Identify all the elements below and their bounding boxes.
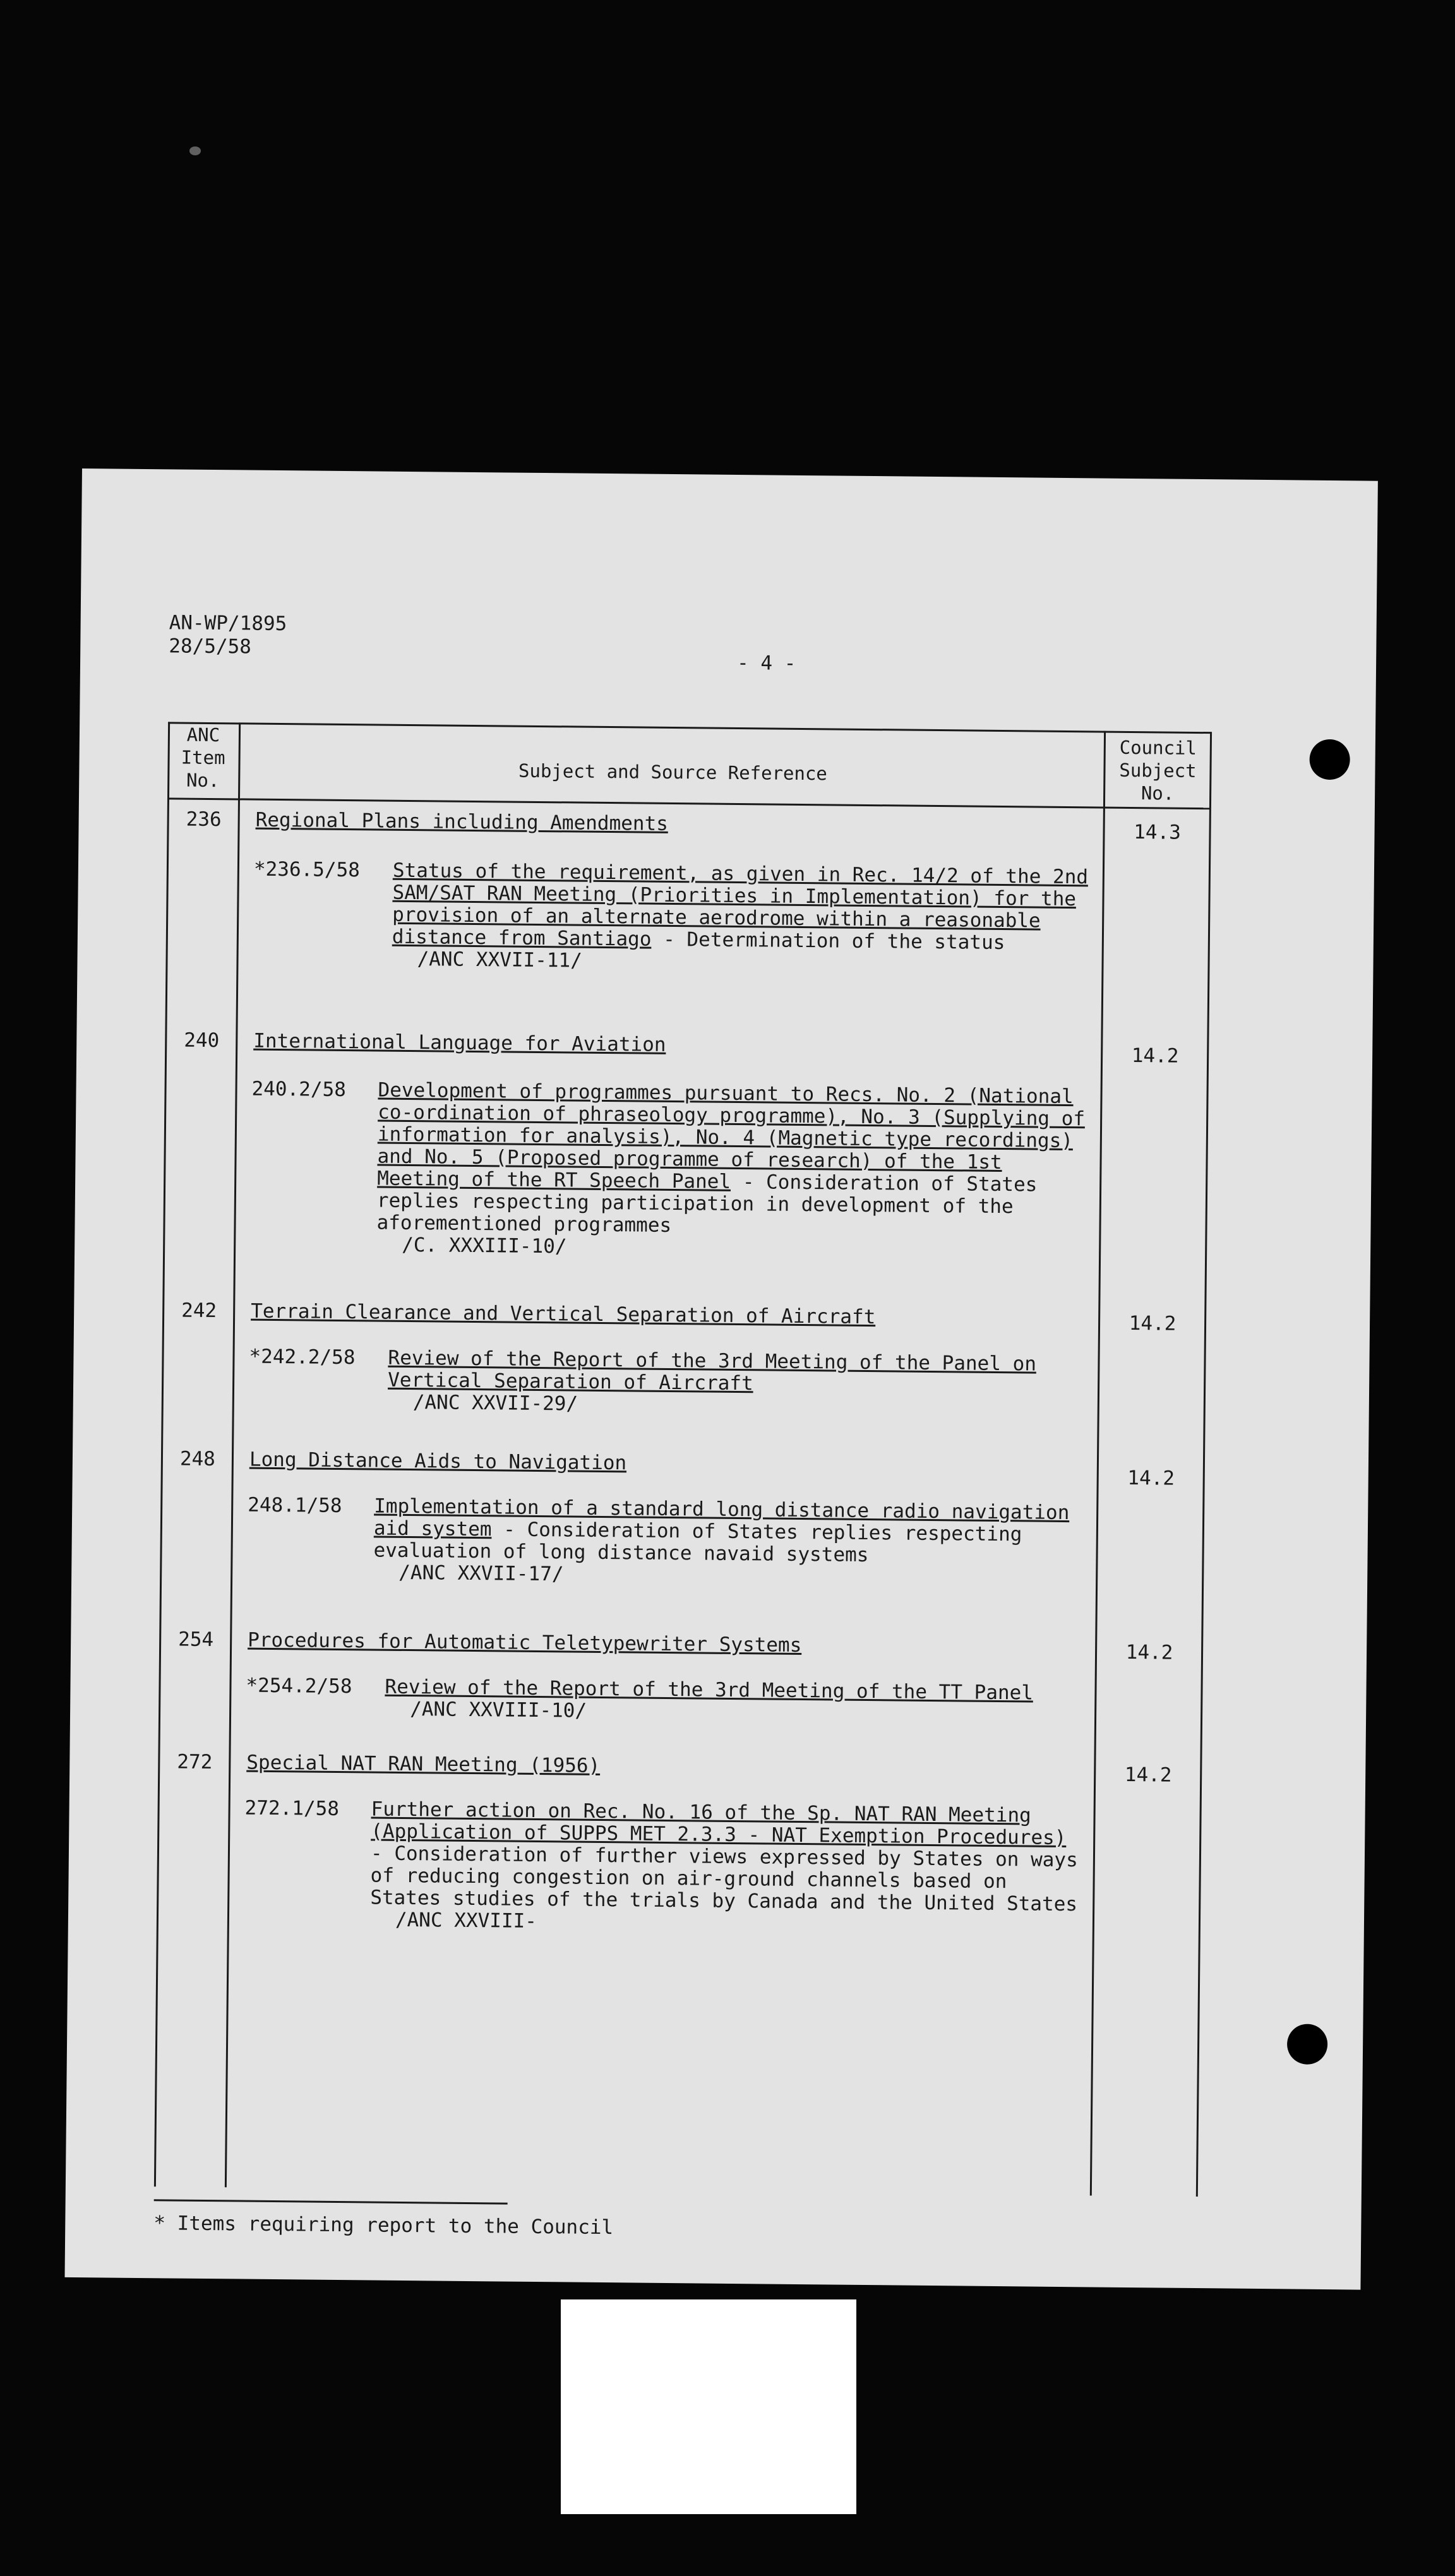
sub-item-subject: Implementation of a standard long distance radio navigation aid system	[373, 1494, 1070, 1541]
anc-item-number: 272	[177, 1750, 213, 1774]
sub-item-number: *254.2/58	[246, 1674, 352, 1698]
footnote-rule	[154, 2199, 508, 2204]
sub-item-description: - Consideration of States replies respecting evaluation of long distance navaid systems	[373, 1518, 1022, 1567]
anc-item-number: 242	[181, 1299, 217, 1323]
sub-item-description: - Consideration of further views expressed by States on ways of reducing congestion on air-ground channels based on States studies of the trials by Canada and the United States	[370, 1842, 1078, 1916]
table-header-rule	[167, 797, 1211, 809]
sub-item-subject: Further action on Rec. No. 16 of the Sp. NAT RAN Meeting (Application of SUPPS MET 2.3.3 - NAT Exemption Procedures)	[371, 1798, 1067, 1850]
col-header-subject: Subject and Source Reference	[518, 760, 828, 785]
council-subject-number: 14.2	[1125, 1640, 1173, 1664]
page-number: - 4 -	[736, 651, 796, 675]
sub-item	[244, 1796, 1087, 1933]
document-page	[64, 468, 1377, 2290]
punch-hole-bottom	[1287, 2024, 1328, 2065]
items-table	[154, 722, 1211, 2197]
table-top-rule	[168, 722, 1211, 734]
source-reference: /ANC XXVIII-	[395, 1908, 537, 1933]
sub-item-number: 240.2/58	[251, 1077, 347, 1102]
sub-item-description: - Consideration of States replies respecting participation in development of the aforementioned programmes	[376, 1171, 1038, 1237]
document-ref-number: AN-WP/1895	[169, 611, 287, 636]
council-subject-number: 14.2	[1124, 1763, 1172, 1787]
sub-item	[248, 1493, 1090, 1586]
sub-item	[253, 857, 1096, 972]
table-row	[162, 1299, 1206, 1416]
anc-item-number: 254	[178, 1628, 214, 1652]
sub-item-description: - Determination of the status	[662, 927, 1005, 955]
item-title: Regional Plans including Amendments	[255, 808, 669, 835]
sub-item	[251, 1077, 1094, 1258]
sub-item-subject: Status of the requirement, as given in Rec. 14/2 of the 2nd SAM/SAT RAN Meeting (Priorities in Implementation) for the provision of an alternate aerodrome within a reasonable distance from Santiago	[392, 859, 1089, 951]
item-title: Special NAT RAN Meeting (1956)	[246, 1751, 601, 1777]
council-subject-number: 14.2	[1127, 1466, 1175, 1490]
source-reference: /ANC XXVII-17/	[398, 1561, 564, 1586]
item-title: Procedures for Automatic Teletypewriter Systems	[248, 1628, 802, 1657]
document-date: 28/5/58	[169, 635, 252, 659]
council-subject-number: 14.3	[1134, 821, 1182, 844]
footnote: * Items requiring report to the Council	[153, 2212, 614, 2239]
col-header-council-subject: Council Subject No.	[1119, 736, 1197, 804]
table-row	[161, 1447, 1204, 1586]
document-header	[169, 611, 287, 659]
sub-item-number: 248.1/58	[248, 1493, 342, 1518]
source-reference: /ANC XXVIII-10/	[409, 1698, 587, 1722]
table-row	[167, 808, 1211, 972]
sub-item-number: *236.5/58	[253, 857, 361, 882]
source-reference: /C. XXXIII-10/	[402, 1233, 567, 1258]
sub-item-subject: Review of the Report of the 3rd Meeting of the TT Panel	[385, 1675, 1034, 1705]
sub-item-subject: Review of the Report of the 3rd Meeting of the Panel on Vertical Separation of Aircraft	[387, 1346, 1037, 1395]
table-row	[165, 1029, 1208, 1258]
item-title: Long Distance Aids to Navigation	[249, 1448, 627, 1475]
film-speck	[189, 146, 201, 155]
council-subject-number: 14.2	[1131, 1044, 1179, 1068]
anc-item-number: 236	[186, 808, 222, 832]
punch-hole-top	[1309, 739, 1350, 780]
table-row	[159, 1628, 1202, 1722]
blank-target-card	[561, 2299, 856, 2514]
sub-item-subject: Development of programmes pursuant to Recs. No. 2 (National co-ordination of phraseology programme), No. 3 (Supplying of information for analysis), No. 4 (Magnetic type recordings) and No. 5 (Proposed programme of research) of the 1st Meeting of the RT Speech Panel	[377, 1078, 1086, 1193]
sub-item-number: *242.2/58	[249, 1345, 356, 1369]
table-right-rule	[1196, 732, 1212, 2197]
table-row	[159, 1750, 1202, 1933]
sub-item	[246, 1674, 1089, 1722]
item-title: Terrain Clearance and Vertical Separation of Aircraft	[251, 1299, 876, 1329]
sub-item	[249, 1345, 1092, 1416]
col-header-anc-item: ANC Item No.	[181, 724, 225, 792]
anc-item-number: 240	[184, 1029, 220, 1052]
item-title: International Language for Aviation	[253, 1029, 666, 1056]
source-reference: /ANC XXVII-29/	[412, 1391, 578, 1416]
anc-item-number: 248	[179, 1447, 216, 1471]
council-subject-number: 14.2	[1129, 1311, 1177, 1335]
source-reference: /ANC XXVII-11/	[417, 948, 583, 972]
sub-item-number: 272.1/58	[244, 1796, 340, 1821]
